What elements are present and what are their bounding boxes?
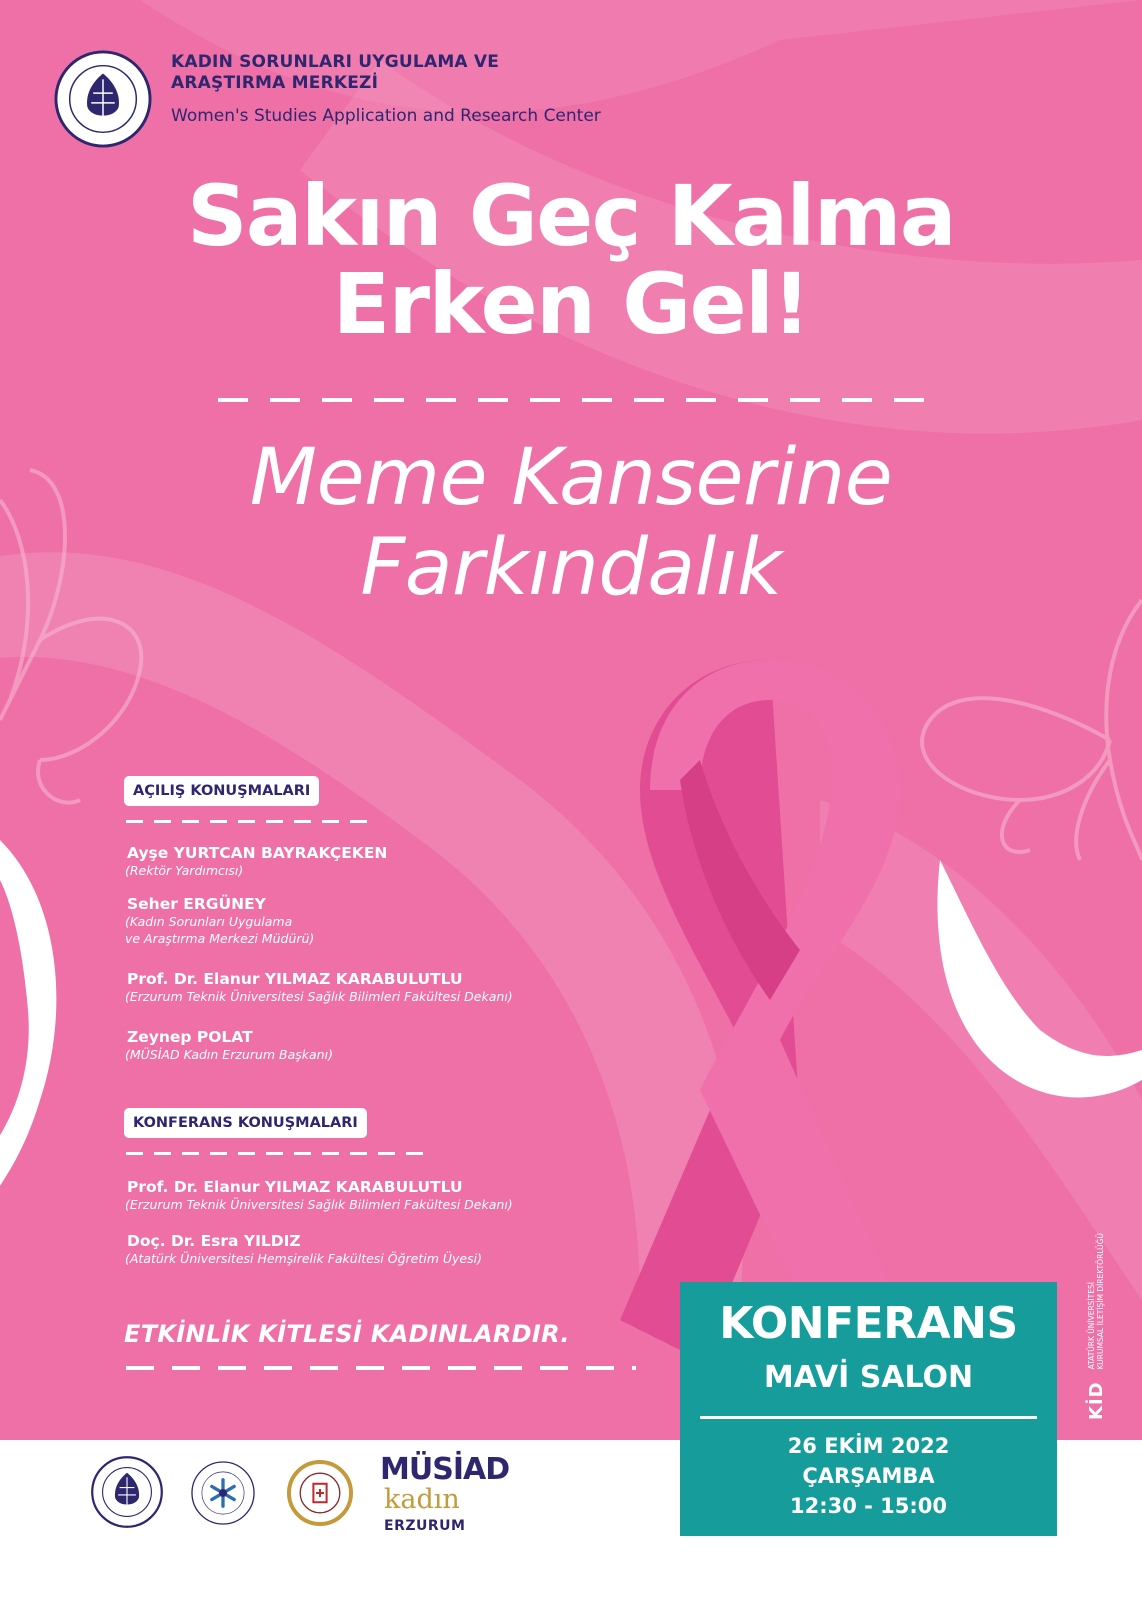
speaker-role: (Kadın Sorunları Uygulama [125,914,293,929]
speaker-name: Prof. Dr. Elanur YILMAZ KARABULUTLU [127,970,463,988]
ataturk-university-seal-icon [54,50,152,148]
speaker-role: (Erzurum Teknik Üniversitesi Sağlık Bilimleri Fakültesi Dekanı) [125,1197,513,1212]
opening-speaker [127,970,513,1005]
musiad-kadin-logo [380,1452,520,1542]
speaker-name: Zeynep POLAT [127,1028,253,1046]
musiad-kadin-wordmark: kadın [384,1484,460,1515]
opening-divider [126,820,370,823]
opening-speeches-heading: AÇILIŞ KONUŞMALARI [124,776,319,806]
event-type: KONFERANS [719,1298,1018,1349]
title-divider [218,398,938,402]
event-time: 12:30 - 15:00 [789,1494,948,1518]
org-name-tr [171,52,499,94]
etu-logo-icon [190,1460,256,1526]
speaker-role-line2: ve Araştırma Merkezi Müdürü) [125,931,315,946]
speaker-name: Doç. Dr. Esra YILDIZ [127,1232,301,1250]
opening-speaker [127,844,387,879]
speaker-name: Seher ERGÜNEY [127,895,266,913]
speaker-name: Ayşe YURTCAN BAYRAKÇEKEN [127,844,388,862]
kid-mark [1076,1233,1142,1420]
org-name-tr-line1: KADIN SORUNLARI UYGULAMA VE [171,52,500,72]
org-name-tr-line2: ARAŞTIRMA MERKEZİ [171,73,379,93]
opening-speaker [127,895,314,947]
event-info-box [680,1282,1057,1536]
kid-text [1087,1233,1105,1369]
org-name-en: Women's Studies Application and Research Center [171,106,601,126]
musiad-city: ERZURUM [384,1518,466,1534]
oncology-nursing-logo-icon [287,1460,353,1526]
subtitle-line2: Farkındalık [360,523,782,613]
event-date: 26 EKİM 2022 [787,1434,950,1458]
speaker-role: (Rektör Yardımcısı) [125,863,244,878]
speaker-name: Prof. Dr. Elanur YILMAZ KARABULUTLU [127,1178,463,1196]
conference-divider [126,1152,426,1155]
kid-logo: KİD [1085,1381,1107,1420]
butterfly-right-icon [922,600,1142,860]
event-venue: MAVİ SALON [763,1360,974,1395]
event-day: ÇARŞAMBA [802,1464,935,1488]
main-title-line1: Sakın Geç Kalma [186,167,956,265]
audience-divider [126,1366,636,1370]
conference-speaker [127,1232,482,1267]
opening-speaker [127,1028,333,1063]
main-title-line2: Erken Gel! [332,255,810,353]
conference-speeches-heading: KONFERANS KONUŞMALARI [124,1108,367,1138]
header [54,46,754,138]
subtitle-line1: Meme Kanserine [249,433,893,523]
kid-text-line2: KURUMSAL İLETİŞİM DİREKTÖRLÜĞÜ [1096,1233,1105,1370]
white-swoosh-left [0,840,56,1200]
audience-note: ETKİNLİK KİTLESİ KADINLARDIR. [124,1320,570,1348]
speaker-role: (Atatürk Üniversitesi Hemşirelik Fakültesi Öğretim Üyesi) [125,1251,482,1266]
kid-text-line1: ATATÜRK ÜNİVERSİTESİ [1087,1282,1096,1370]
speaker-role: (MÜSİAD Kadın Erzurum Başkanı) [125,1047,333,1062]
conference-speaker [127,1178,513,1213]
speaker-role: (Erzurum Teknik Üniversitesi Sağlık Bilimleri Fakültesi Dekanı) [125,989,513,1004]
ataturk-university-logo-icon [90,1455,164,1529]
musiad-wordmark: MÜSİAD [380,1452,510,1487]
info-divider [700,1416,1037,1419]
